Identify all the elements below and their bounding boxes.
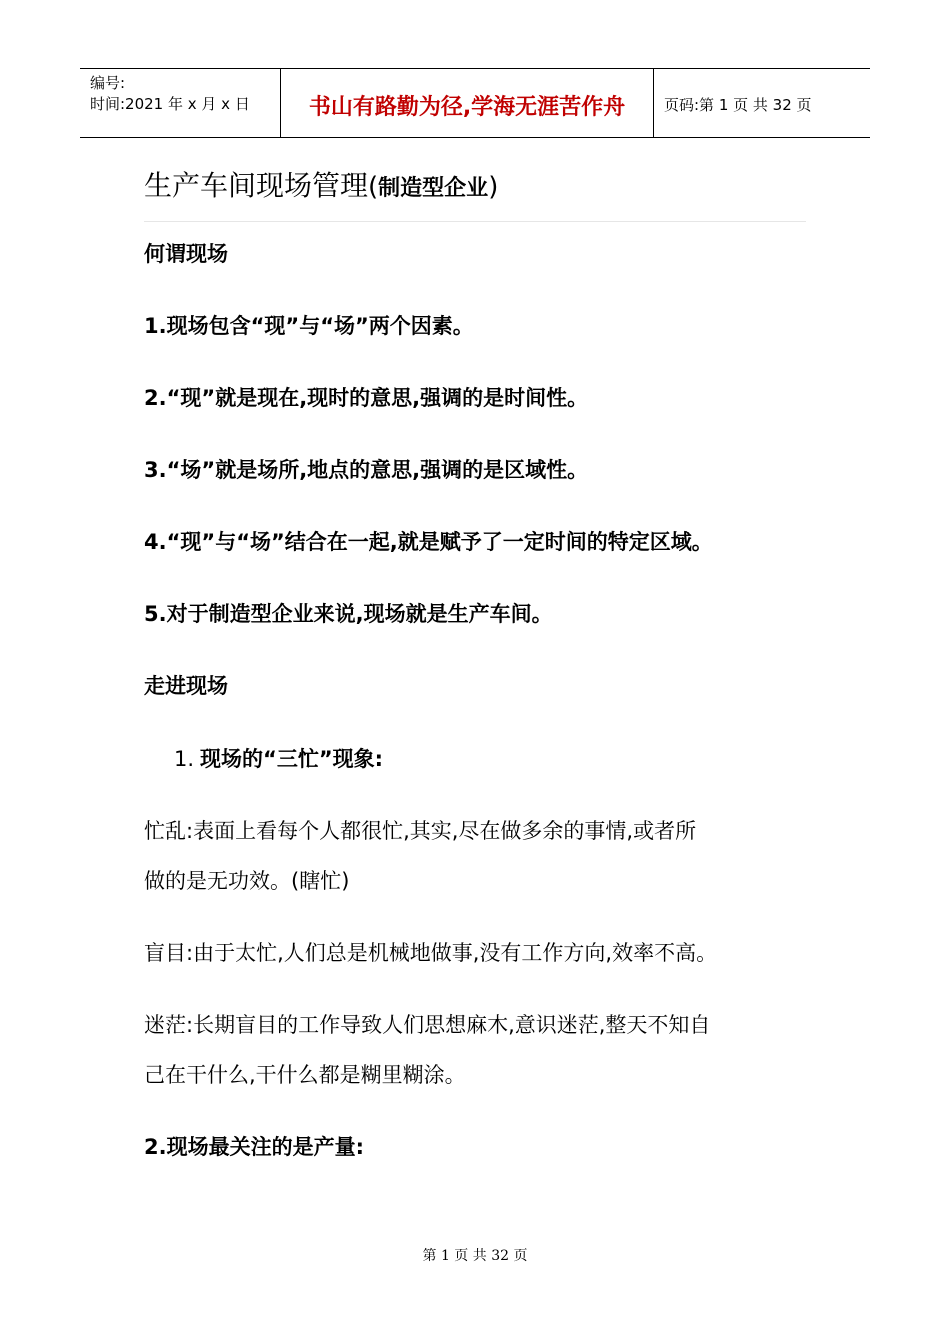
list-item: 3.“场”就是场所,地点的意思,强调的是区域性。 <box>144 458 589 482</box>
subsection-three-busy <box>174 735 844 783</box>
list-item: 5.对于制造型企业来说,现场就是生产车间。 <box>144 602 553 626</box>
header-meta <box>80 69 281 137</box>
section-heading-enter-site: 走进现场 <box>144 674 228 698</box>
doc-time: 时间:2021 年 x 月 x 日 <box>90 95 250 113</box>
paragraph-busy-line2: 做的是无功效。(瞎忙) <box>144 869 350 893</box>
paragraph-busy-line1: 忙乱:表面上看每个人都很忙,其实,尽在做多余的事情,或者所 <box>144 819 697 843</box>
paragraph-blind: 盲目:由于太忙,人们总是机械地做事,没有工作方向,效率不高。 <box>144 941 718 965</box>
title-sub: 制造型企业 <box>378 176 489 201</box>
paragraph-lost-line1: 迷茫:长期盲目的工作导致人们思想麻木,意识迷茫,整天不知自 <box>144 1013 711 1037</box>
subsection-output-focus: 2.现场最关注的是产量: <box>144 1135 364 1159</box>
page-header <box>80 68 870 138</box>
title-open-paren: ( <box>368 172 379 202</box>
list-item: 4.“现”与“场”结合在一起,就是赋予了一定时间的特定区域。 <box>144 530 713 554</box>
subsection-title: 现场的“三忙”现象: <box>200 747 384 771</box>
doc-number-label: 编号: <box>90 74 126 92</box>
header-page-info: 页码:第 1 页 共 32 页 <box>664 95 812 114</box>
list-item: 1.现场包含“现”与“场”两个因素。 <box>144 314 474 338</box>
list-item: 2.“现”就是现在,现时的意思,强调的是时间性。 <box>144 386 589 410</box>
subsection-number: 1. <box>174 747 195 771</box>
title-main: 生产车间现场管理 <box>144 169 369 202</box>
document-title <box>144 166 806 222</box>
section-heading-what-is-site: 何谓现场 <box>144 242 228 266</box>
paragraph-lost-line2: 己在干什么,干什么都是糊里糊涂。 <box>144 1063 466 1087</box>
header-motto: 书山有路勤为径,学海无涯苦作舟 <box>281 69 654 137</box>
title-close-paren: ) <box>488 172 499 202</box>
page-footer: 第 1 页 共 32 页 <box>422 1248 528 1264</box>
